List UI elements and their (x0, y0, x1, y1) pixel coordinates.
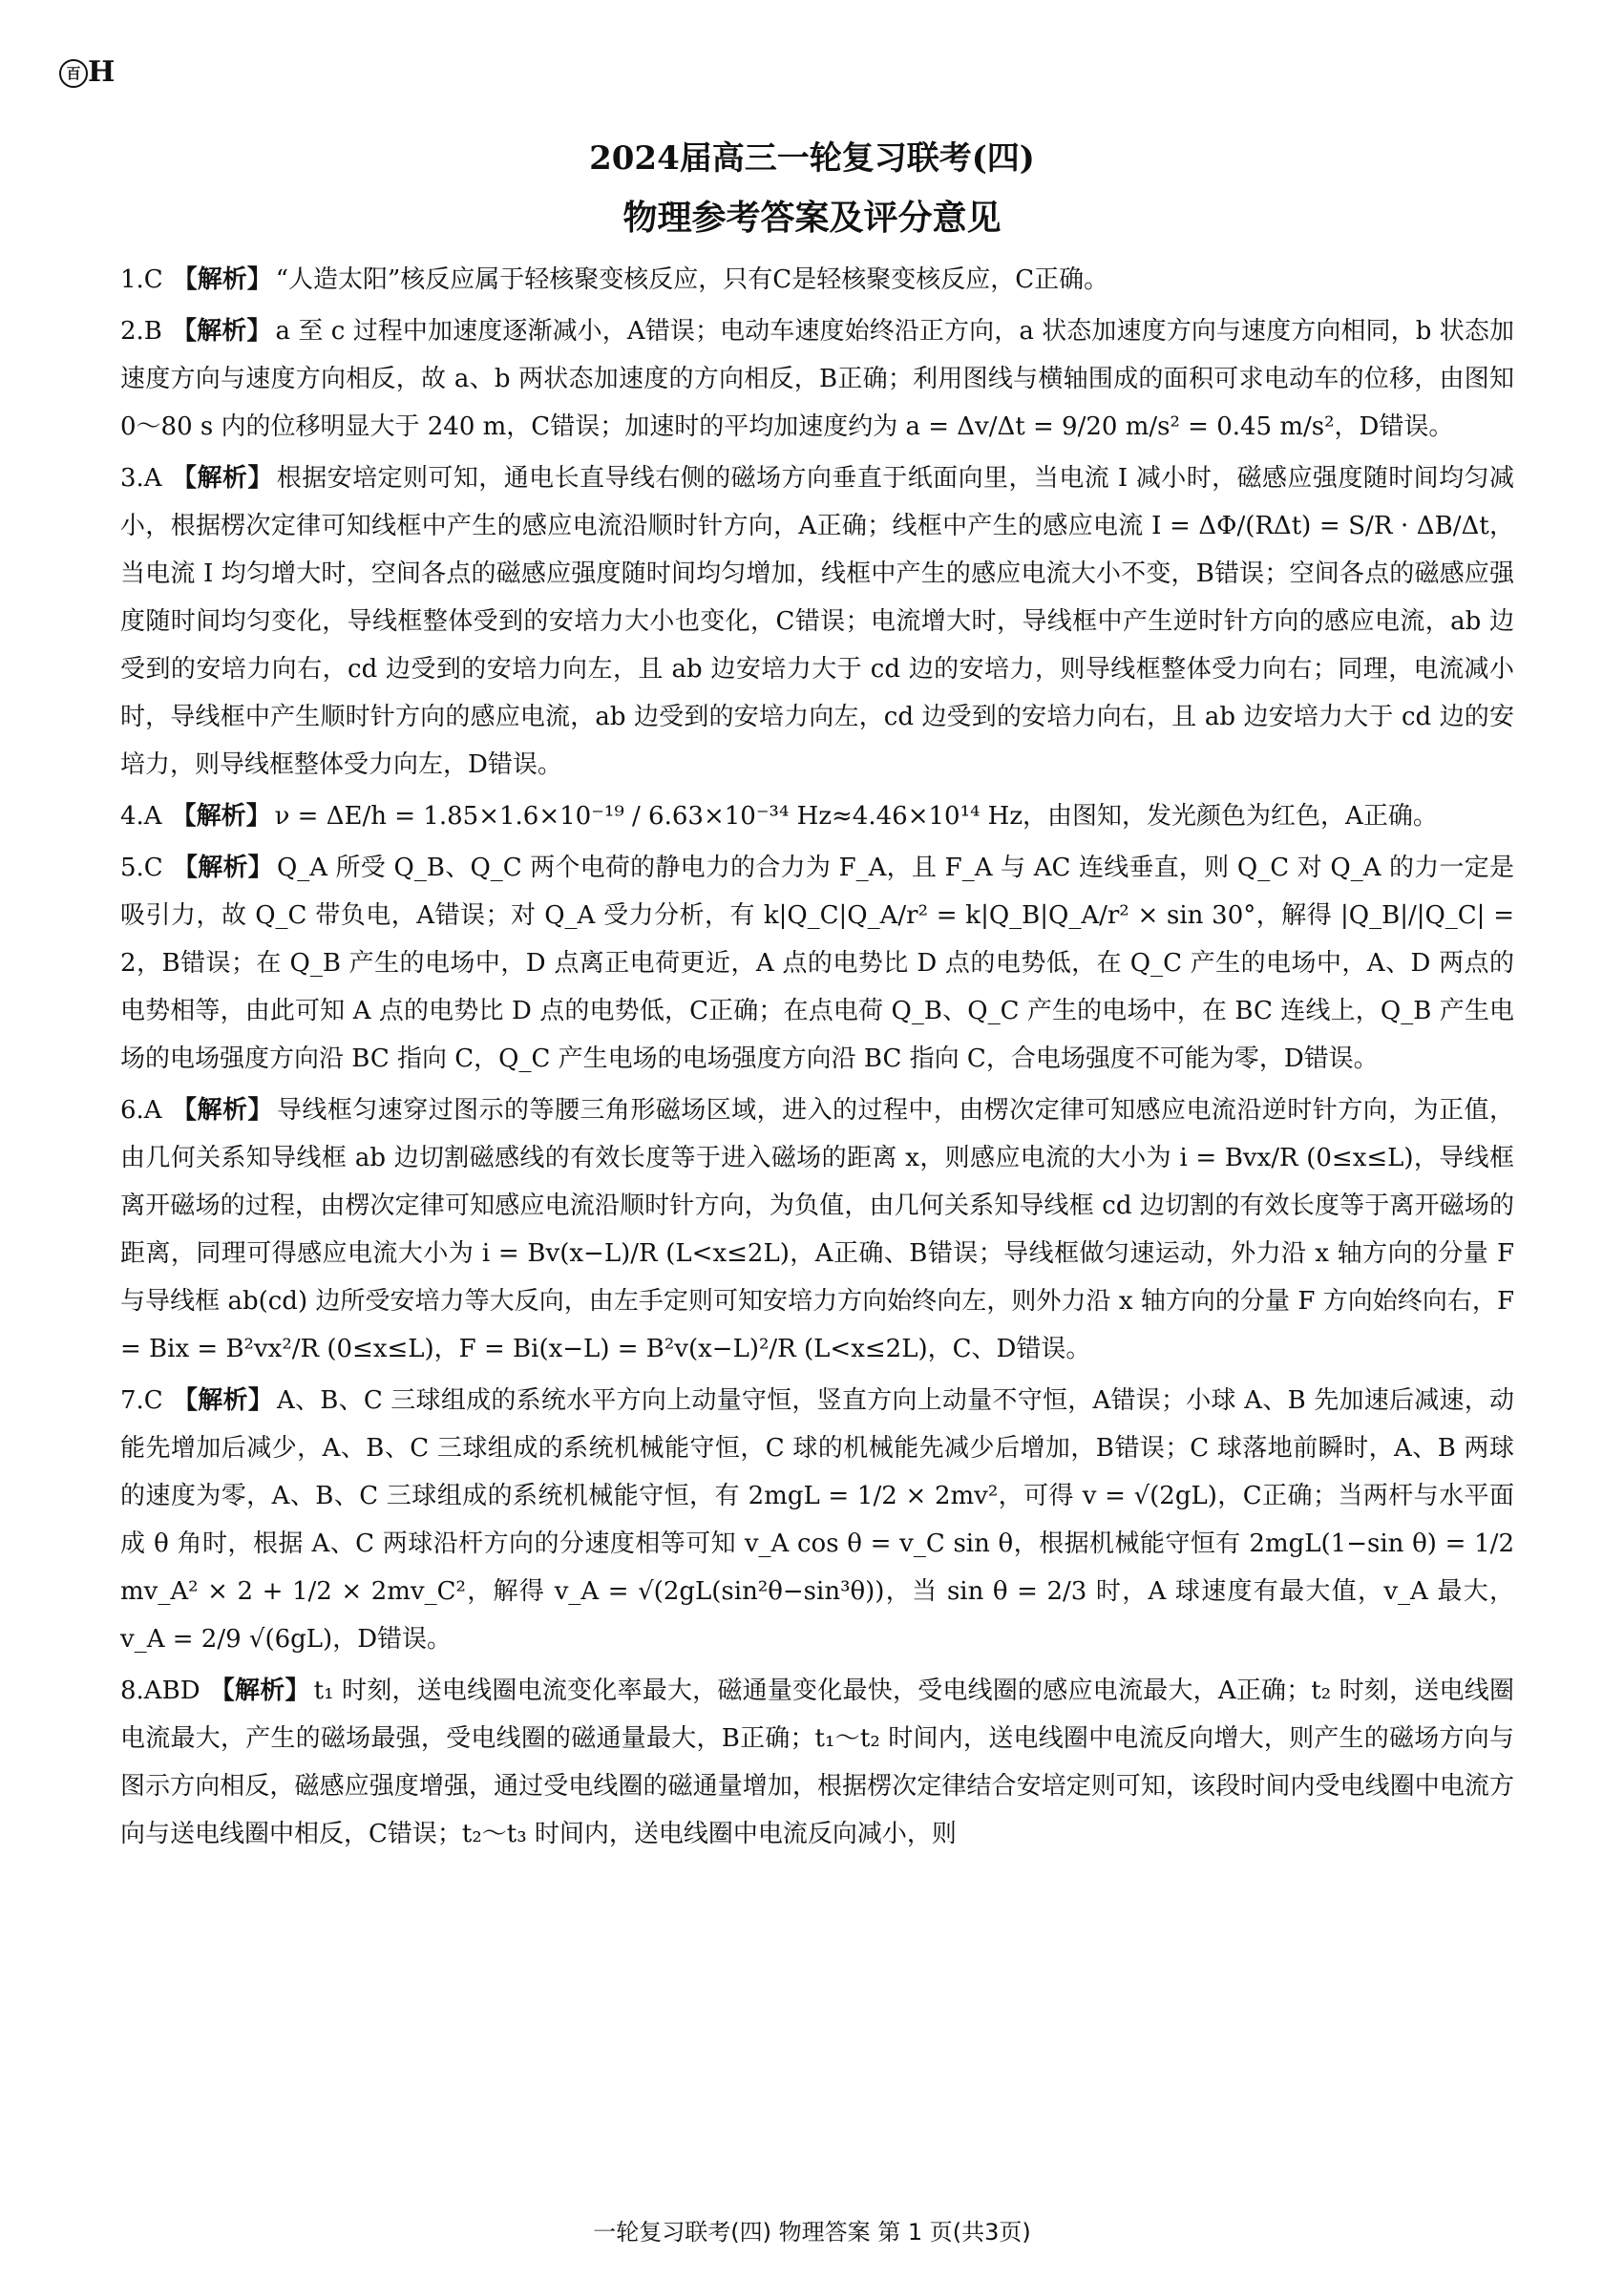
answer-item-7 (120, 1377, 1514, 1663)
analysis-tag: 【解析】 (172, 854, 273, 882)
header-logo-mark (59, 55, 115, 89)
answer-text: Q_A 所受 Q_B、Q_C 两个电荷的静电力的合力为 F_A，且 F_A 与 AC 连线垂直，则 Q_C 对 Q_A 的力一定是吸引力，故 Q_C 带负电，A错误；对 Q_A 受力分析，有 k|Q_C|Q_A/r² = k|Q_B|Q_A/r² × sin 30°，解得 |Q_B|/|Q_C| = 2，B错误；在 Q_B 产生的电场中，D 点离正电荷更近，A 点的电势比 D 点的电势低，在 Q_C 产生的电场中，A、D 两点的电势相等，由此可知 A 点的电势比 D 点的电势低，C正确；在点电荷 Q_B、Q_C 产生的电场中，在 BC 连线上，Q_B 产生电场的电场强度方向沿 BC 指向 C，Q_C 产生电场的电场强度方向沿 BC 指向 C，合电场强度不可能为零，D错误。 (120, 854, 1514, 1073)
answer-item-1 (120, 256, 1514, 304)
answer-text: a 至 c 过程中加速度逐渐减小，A错误；电动车速度始终沿正方向，a 状态加速度方向与速度方向相同，b 状态加速度方向与速度方向相反，故 a、b 两状态加速度的方向相反，B正确；利用图线与横轴围成的面积可求电动车的位移，由图知 0～80 s 内的位移明显大于 240 m，C错误；加速时的平均加速度约为 a = Δv/Δt = 9/20 m/s² = 0.45 m/s²，D错误。 (120, 317, 1514, 441)
page-title: 2024届高三一轮复习联考(四) (589, 139, 1035, 178)
analysis-tag: 【解析】 (171, 317, 272, 346)
analysis-tag: 【解析】 (172, 1386, 273, 1415)
analysis-tag: 【解析】 (209, 1677, 310, 1705)
answer-item-8 (120, 1667, 1514, 1858)
analysis-tag: 【解析】 (171, 464, 273, 493)
answer-text: “人造太阳”核反应属于轻核聚变核反应，只有C是轻核聚变核反应，C正确。 (275, 265, 1109, 294)
answer-number: 2.B (120, 317, 162, 346)
answer-text: 根据安培定则可知，通电长直导线右侧的磁场方向垂直于纸面向里，当电流 I 减小时，磁感应强度随时间均匀减小，根据楞次定律可知线框中产生的感应电流沿顺时针方向，A正确；线框中产生的感应电流 I = ΔΦ/(RΔt) = S/R · ΔB/Δt，当电流 I 均匀增大时，空间各点的磁感应强度随时间均匀增加，线框中产生的感应电流大小不变，B错误；空间各点的磁感应强度随时间均匀变化，导线框整体受到的安培力大小也变化，C错误；电流增大时，导线框中产生逆时针方向的感应电流，ab 边受到的安培力向右，cd 边受到的安培力向左，且 ab 边安培力大于 cd 边的安培力，则导线框整体受力向右；同理，电流减小时，导线框中产生顺时针方向的感应电流，ab 边受到的安培力向左，cd 边受到的安培力向右，且 ab 边安培力大于 cd 边的安培力，则导线框整体受力向左，D错误。 (120, 464, 1514, 779)
answer-item-3 (120, 454, 1514, 789)
answer-number: 1.C (120, 265, 163, 294)
header-mark-letter: H (88, 55, 116, 89)
answer-number: 3.A (120, 464, 162, 493)
answer-list (120, 256, 1514, 1862)
answer-item-6 (120, 1086, 1514, 1373)
answer-number: 7.C (120, 1386, 163, 1415)
answer-text: t₁ 时刻，送电线圈电流变化率最大，磁通量变化最快，受电线圈的感应电流最大，A正确；t₂ 时刻，送电线圈电流最大，产生的磁场最强，受电线圈的磁通量最大，B正确；t₁～t₂ 时间内，送电线圈中电流反向增大，则产生的磁场方向与图示方向相反，磁感应强度增强，通过受电线圈的磁通量增加，根据楞次定律结合安培定则可知，该段时间内受电线圈中电流方向与送电线圈中相反，C错误；t₂～t₃ 时间内，送电线圈中电流反向减小，则 (120, 1677, 1514, 1848)
answer-item-5 (120, 844, 1514, 1083)
page-footer: 一轮复习联考(四) 物理答案 第 1 页(共3页) (593, 2219, 1031, 2246)
answer-text: ν = ΔE/h = 1.85×1.6×10⁻¹⁹ / 6.63×10⁻³⁴ Hz≈4.46×10¹⁴ Hz，由图知，发光颜色为红色，A正确。 (274, 802, 1438, 831)
analysis-tag: 【解析】 (171, 1096, 273, 1125)
header-mark-circle: 百 (59, 59, 88, 88)
answer-item-2 (120, 307, 1514, 451)
answer-number: 4.A (120, 802, 162, 831)
answer-text: 导线框匀速穿过图示的等腰三角形磁场区域，进入的过程中，由楞次定律可知感应电流沿逆时针方向，为正值，由几何关系知导线框 ab 边切割磁感线的有效长度等于进入磁场的距离 x，则感应电流的大小为 i = Bvx/R (0≤x≤L)，导线框离开磁场的过程，由楞次定律可知感应电流沿顺时针方向，为负值，由几何关系知导线框 cd 边切割的有效长度等于离开磁场的距离，同理可得感应电流大小为 i = Bv(x−L)/R (L<x≤2L)，A正确、B错误；导线框做匀速运动，外力沿 x 轴方向的分量 F 与导线框 ab(cd) 边所受安培力等大反向，由左手定则可知安培力方向始终向左，则外力沿 x 轴方向的分量 F 方向始终向右，F = Bix = B²vx²/R (0≤x≤L)，F = Bi(x−L) = B²v(x−L)²/R (L<x≤2L)，C、D错误。 (120, 1096, 1514, 1363)
analysis-tag: 【解析】 (172, 265, 272, 294)
answer-item-4 (120, 792, 1514, 840)
answer-text: A、B、C 三球组成的系统水平方向上动量守恒，竖直方向上动量不守恒，A错误；小球 A、B 先加速后减速，动能先增加后减少，A、B、C 三球组成的系统机械能守恒，C 球的机械能先减少后增加，B错误；C 球落地前瞬时，A、B 两球的速度为零，A、B、C 三球组成的系统机械能守恒，有 2mgL = 1/2 × 2mv²，可得 v = √(2gL)，C正确；当两杆与水平面成 θ 角时，根据 A、C 两球沿杆方向的分速度相等可知 v_A cos θ = v_C sin θ，根据机械能守恒有 2mgL(1−sin θ) = 1/2 mv_A² × 2 + 1/2 × 2mv_C²，解得 v_A = √(2gL(sin²θ−sin³θ))，当 sin θ = 2/3 时，A 球速度有最大值，v_A 最大，v_A = 2/9 √(6gL)，D错误。 (120, 1386, 1514, 1654)
analysis-tag: 【解析】 (171, 802, 271, 831)
answer-number: 8.ABD (120, 1677, 200, 1705)
page-subtitle: 物理参考答案及评分意见 (622, 199, 1002, 238)
answer-number: 6.A (120, 1096, 162, 1125)
answer-number: 5.C (120, 854, 163, 882)
